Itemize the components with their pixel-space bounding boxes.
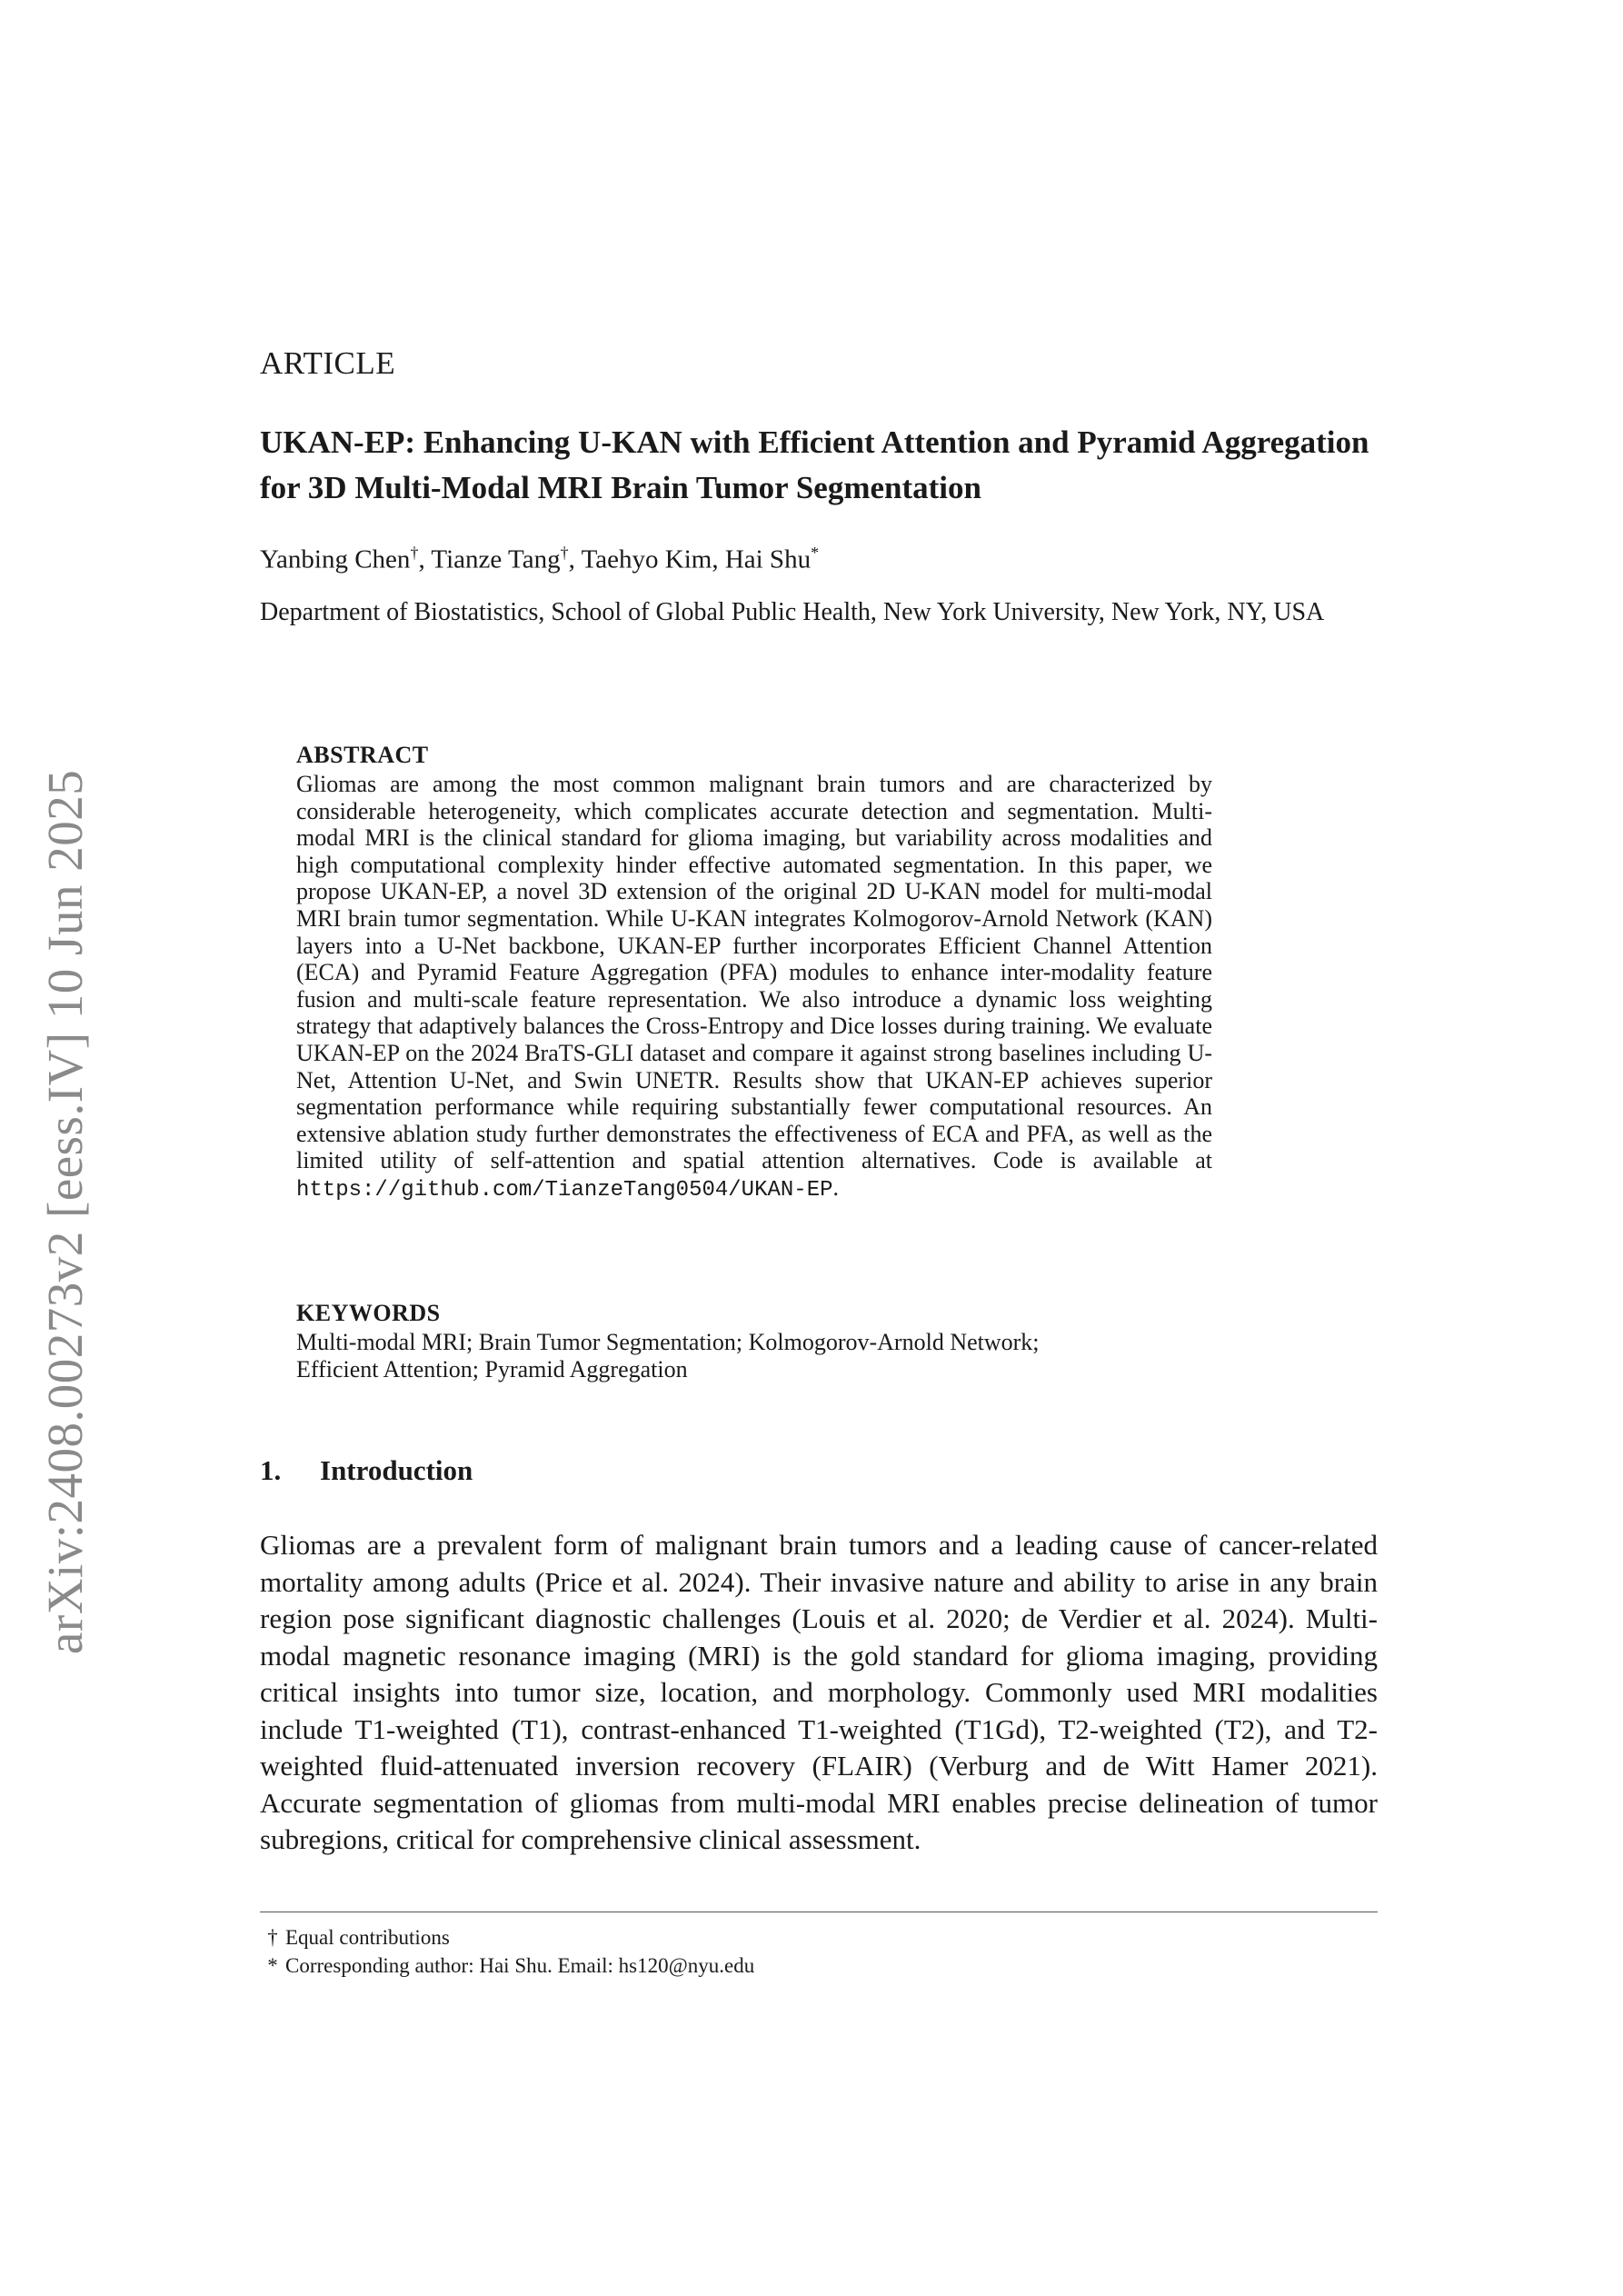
abstract-body: Gliomas are among the most common malignant brain tumors and are characterized by considerable heterogeneity, which complicates accurate detection and segmentation. Multi-modal MRI is the clinical standard for glioma imaging, but variability across modalities and high computational complexity hinder effective automated segmentation. In this paper, we propose UKAN-EP, a novel 3D extension of the original 2D U-KAN model for multi-modal MRI brain tumor segmentation. While U-KAN integrates Kolmogorov-Arnold Network (KAN) layers into a U-Net backbone, UKAN-EP further incorporates Efficient Channel Attention (ECA) and Pyramid Feature Aggregation (PFA) modules to enhance inter-modality feature fusion and multi-scale feature representation. We also introduce a dynamic loss weighting strategy that adaptively balances the Cross-Entropy and Dice losses during training. We evaluate UKAN-EP on the 2024 BraTS-GLI dataset and compare it against strong baselines including U-Net, Attention U-Net, and Swin UNETR. Results show that UKAN-EP achieves superior segmentation performance while requiring substantially fewer computational resources. An extensive ablation study further demonstrates the effectiveness of ECA and PFA, as well as the limited utility of self-attention and spatial attention alternatives. Code is available at https://github.com/TianzeTang0504/UKAN-EP. — [296, 771, 1212, 1203]
footnote-text: Corresponding author: Hai Shu. Email: hs120@nyu.edu — [285, 1954, 755, 1977]
footnote-text: Equal contributions — [285, 1926, 450, 1949]
abstract-heading: ABSTRACT — [296, 742, 429, 768]
keywords-list — [296, 1329, 1212, 1383]
section-title: Introduction — [320, 1454, 473, 1486]
code-repository-link[interactable]: https://github.com/TianzeTang0504/UKAN-EP — [296, 1177, 833, 1203]
keywords-heading: KEYWORDS — [296, 1300, 441, 1326]
section-heading — [260, 1454, 473, 1487]
author-list: Yanbing Chen†, Tianze Tang†, Taehyo Kim, Hai Shu* — [260, 544, 820, 574]
footnote — [260, 1952, 754, 1980]
footnote-mark: † — [267, 1926, 278, 1949]
footnotes — [260, 1923, 754, 1980]
keywords-line: Multi-modal MRI; Brain Tumor Segmentation; Kolmogorov-Arnold Network; — [296, 1329, 1040, 1355]
author-name: Yanbing Chen — [260, 544, 411, 574]
footnote-mark: * — [267, 1954, 278, 1977]
footnote — [260, 1923, 754, 1952]
abstract-text: Gliomas are among the most common malignant brain tumors and are characterized by considerable heterogeneity, which complicates accurate detection and segmentation. Multi-modal MRI is the clinical standard for glioma imaging, but variability across modalities and high computational complexity hinder effective automated segmentation. In this paper, we propose UKAN-EP, a novel 3D extension of the original 2D U-KAN model for multi-modal MRI brain tumor segmentation. While U-KAN integrates Kolmogorov-Arnold Network (KAN) layers into a U-Net backbone, UKAN-EP further incorporates Efficient Channel Attention (ECA) and Pyramid Feature Aggregation (PFA) modules to enhance inter-modality feature fusion and multi-scale feature representation. We also introduce a dynamic loss weighting strategy that adaptively balances the Cross-Entropy and Dice losses during training. We evaluate UKAN-EP on the 2024 BraTS-GLI dataset and compare it against strong baselines including U-Net, Attention U-Net, and Swin UNETR. Results show that UKAN-EP achieves superior segmentation performance while requiring substantially fewer computational resources. An extensive ablation study further demonstrates the effectiveness of ECA and PFA, as well as the limited utility of self-attention and spatial attention alternatives. Code is available at — [296, 771, 1212, 1174]
corresponding-author-mark: * — [811, 544, 820, 562]
author-name: Tianze Tang — [431, 544, 561, 574]
section-number: 1. — [260, 1454, 282, 1486]
author-name: Taehyo Kim — [581, 544, 712, 574]
author-name: Hai Shu — [724, 544, 812, 574]
equal-contribution-mark: † — [410, 544, 419, 562]
equal-contribution-mark: † — [560, 544, 569, 562]
arxiv-identifier-stamp: arXiv:2408.00273v2 [eess.IV] 10 Jun 2025 — [37, 769, 93, 1654]
paper-title: UKAN-EP: Enhancing U-KAN with Efficient Attention and Pyramid Aggregation for 3D Multi-Modal MRI Brain Tumor Segmentation — [260, 424, 1369, 505]
affiliation: Department of Biostatistics, School of Global Public Health, New York University, New York, NY, USA — [260, 598, 1325, 626]
introduction-paragraph: Gliomas are a prevalent form of malignant brain tumors and a leading cause of cancer-related mortality among adults (Price et al. 2024). Their invasive nature and ability to arise in any brain region pose significant diagnostic challenges (Louis et al. 2020; de Verdier et al. 2024). Multi-modal magnetic resonance imaging (MRI) is the gold standard for glioma imaging, providing critical insights into tumor size, location, and morphology. Commonly used MRI modalities include T1-weighted (T1), contrast-enhanced T1-weighted (T1Gd), T2-weighted (T2), and T2-weighted fluid-attenuated inversion recovery (FLAIR) (Verburg and de Witt Hamer 2021). Accurate segmentation of gliomas from multi-modal MRI enables precise delineation of tumor subregions, critical for comprehensive clinical assessment. — [260, 1529, 1378, 1855]
article-type-label: ARTICLE — [260, 345, 396, 381]
keywords-line: Efficient Attention; Pyramid Aggregation — [296, 1356, 688, 1383]
